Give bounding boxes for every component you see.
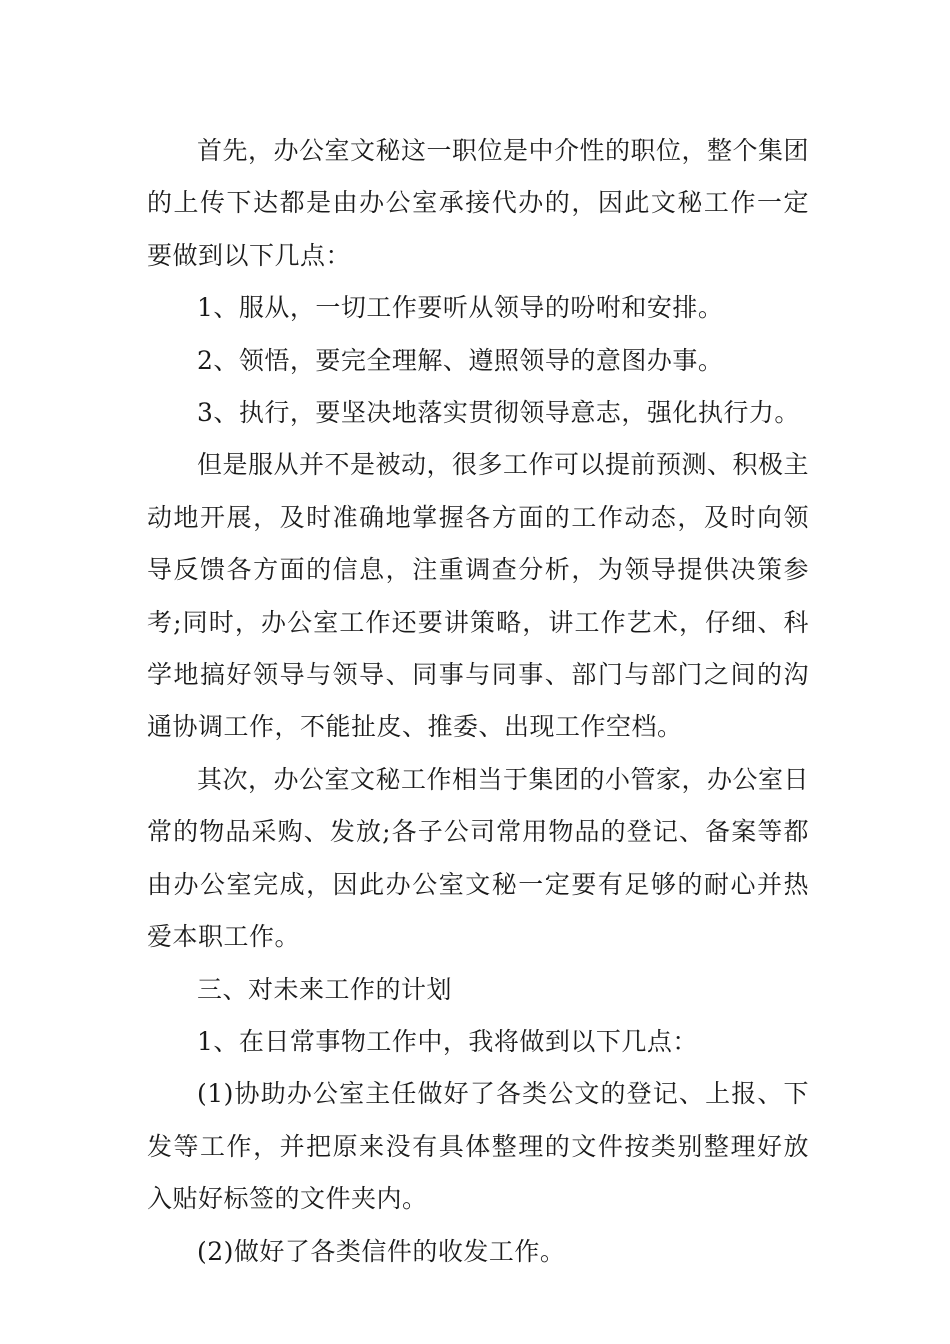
list-item-execute: 3、执行，要坚决地落实贯彻领导意志，强化执行力。 (197, 398, 800, 428)
paragraph-proactive: 但是服从并不是被动，很多工作可以提前预测、积极主动地开展，及时准确地掌握各方面的工作动态，及时向领导反馈各方面的信息，注重调查分析，为领导提供决策参考;同时，办公室工作还要讲策略，讲工作艺术，仔细、科学地搞好领导与领导、同事与同事、部门与部门之间的沟通协调工作，不能扯皮、推委、出现工作空档。 (147, 450, 810, 742)
list-item-comprehend: 2、领悟，要完全理解、遵照领导的意图办事。 (197, 345, 724, 375)
paragraph-housekeeping: 其次，办公室文秘工作相当于集团的小管家，办公室日常的物品采购、发放;各子公司常用物品的登记、备案等都由办公室完成，因此办公室文秘一定要有足够的耐心并热爱本职工作。 (147, 764, 810, 952)
paragraph-intro: 首先，办公室文秘这一职位是中介性的职位，整个集团的上传下达都是由办公室承接代办的，因此文秘工作一定要做到以下几点： (147, 136, 810, 270)
document-body (147, 125, 809, 1278)
list-item-daily-work: 1、在日常事物工作中，我将做到以下几点： (197, 1026, 698, 1056)
list-item-mail: (2)做好了各类信件的收发工作。 (197, 1236, 566, 1266)
section-heading-future-plan: 三、对未来工作的计划 (197, 974, 453, 1004)
list-item-obey: 1、服从，一切工作要听从领导的吩咐和安排。 (197, 293, 724, 323)
list-item-documents: (1)协助办公室主任做好了各类公文的登记、上报、下发等工作，并把原来没有具体整理的文件按类别整理好放入贴好标签的文件夹内。 (147, 1079, 809, 1214)
